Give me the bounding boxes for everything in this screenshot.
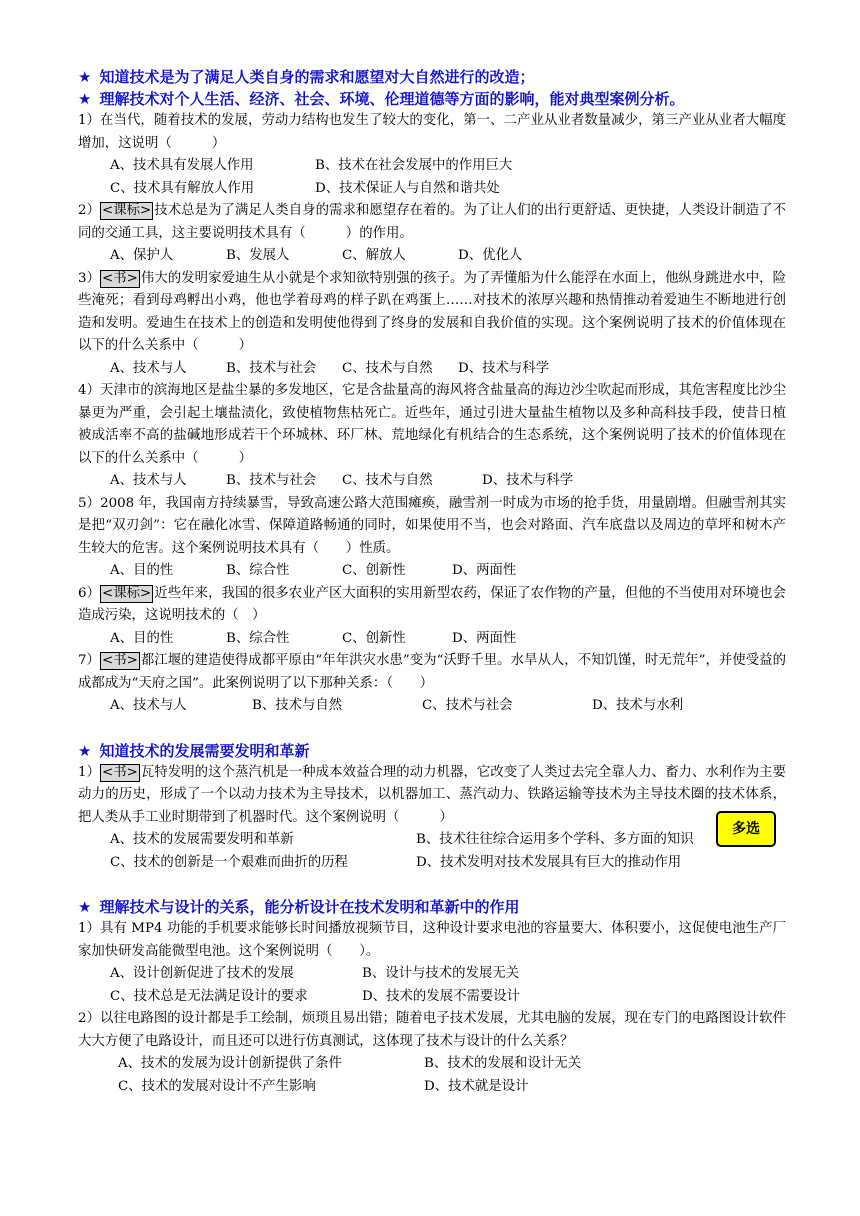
source-tag: <书> — [102, 764, 138, 780]
source-tag: <课标> — [102, 203, 152, 218]
question-text: 1）在当代，随着技术的发展，劳动力结构也发生了较大的变化，第一、二产业从业者数量减少，第三产业从业者大幅度增加，这说明（ ） — [78, 113, 786, 151]
option: A、保护人 — [110, 248, 174, 263]
option: B、技术往往综合运用多个学科、多方面的知识 — [416, 832, 694, 847]
option: B、技术与自然 — [252, 698, 343, 713]
question-text: 5）2008 年，我国南方持续暴雪，导致高速公路大范围瘫痪，融雪剂一时成为市场的抢手货，用量剧增。但融雪剂其实是把“双刃剑”：它在融化冰雪、保障道路畅通的同时，如果使用不当，也会对路面、汽车底盘以及周边的草坪和树木产生较大的危害。这个案例说明技术具有（ ）性质。 — [78, 495, 786, 556]
option: A、技术与人 — [110, 360, 187, 376]
option: C、创新性 — [342, 563, 406, 578]
option: D、技术保证人与自然和谐共处 — [315, 180, 500, 196]
question-text: 4）天津市的滨海地区是盐尘暴的多发地区，它是含盐量高的海风将含盐量高的海边沙尘吹起而形成，其危害程度比沙尘暴更为严重，会引起土壤盐渍化，致使植物焦枯死亡。近些年，通过引进大量盐生植物以及多种高科技手段，使昔日植被成活率不高的盐碱地形成若干个环城林、环厂林、荒地绿化有机结合的生态系统，这个案例说明了技术的价值体现在以下的什么关系中（ ） — [78, 383, 786, 466]
option: A、技术的发展为设计创新提供了条件 — [118, 1056, 342, 1071]
option: B、技术与社会 — [226, 473, 317, 488]
option-row — [78, 829, 786, 852]
option-row — [78, 358, 786, 381]
heading-invention-innovation: ★ 知道技术的发展需要发明和革新 — [78, 741, 310, 760]
heading-technology-impact: ★ 理解技术对个人生活、经济、社会、环境、伦理道德等方面的影响，能对典型案例分析。 — [78, 90, 685, 108]
option-row — [78, 1053, 786, 1076]
option-row — [78, 628, 786, 651]
question-block — [78, 268, 786, 381]
option: C、技术与自然 — [342, 473, 433, 488]
option: B、技术与社会 — [226, 360, 317, 376]
option: C、技术具有解放人作用 — [110, 180, 255, 196]
option: A、技术与人 — [110, 698, 187, 713]
source-tag: <书> — [101, 653, 138, 668]
option: A、设计创新促进了技术的发展 — [110, 966, 294, 981]
option-row — [78, 695, 786, 718]
option: B、综合性 — [226, 563, 290, 578]
option-row — [78, 986, 786, 1009]
option-row — [78, 963, 786, 986]
question-text: 6） <课标> 近些年来，我国的很多农业产区大面积的实用新型农药，保证了农作物的产量，但他的不当使用对环境也会造成污染，这说明技术的（ ） — [78, 585, 786, 623]
option: C、技术与自然 — [342, 360, 433, 376]
option: D、技术就是设计 — [424, 1078, 529, 1094]
option: A、目的性 — [110, 630, 174, 646]
option-row — [78, 470, 786, 493]
question-text: 1） <书> 瓦特发明的这个蒸汽机是一种成本效益合理的动力机器，它改变了人类过去完全靠人力、畜力、水利作为主要动力的历史，形成了一个以动力技术为主导技术，以机器加工、蒸汽动力、铁路运输等技术为主导技术圈的技术体系，把人类从手工业时期带到了机器时代。这个案例说明（ ） — [78, 764, 786, 825]
option: C、技术与社会 — [422, 698, 513, 713]
option: C、技术总是无法满足设计的要求 — [110, 988, 308, 1004]
option: C、技术的发展对设计不产生影响 — [118, 1078, 316, 1094]
option: C、解放人 — [342, 248, 406, 263]
option: B、发展人 — [226, 248, 290, 263]
option: D、技术与科学 — [458, 360, 550, 376]
option: C、技术的创新是一个艰难而曲折的历程 — [110, 854, 348, 870]
question-text: 1）具有 MP4 功能的手机要求能够长时间播放视频节目，这种设计要求电池的容量要大、体积要小，这促使电池生产厂家加快研发高能微型电池。这个案例说明（ ）。 — [78, 921, 787, 959]
star-icon: ★ — [78, 90, 92, 108]
question-block — [78, 650, 786, 718]
option: D、技术与水利 — [592, 698, 684, 713]
option: A、目的性 — [110, 563, 174, 578]
option: B、综合性 — [226, 630, 290, 646]
question-block — [78, 380, 786, 493]
question-block — [78, 493, 786, 583]
heading-technology-purpose: ★ 知道技术是为了满足人类自身的需求和愿望对大自然进行的改造； — [78, 68, 535, 86]
option: D、两面性 — [452, 630, 517, 646]
multiple-choice-badge: 多选 — [716, 811, 776, 847]
option: A、技术的发展需要发明和革新 — [110, 832, 294, 847]
option-row — [78, 1076, 786, 1099]
option: D、技术与科学 — [482, 473, 574, 488]
option-row — [78, 178, 786, 201]
question-block — [78, 918, 786, 1008]
source-tag: <课标> — [102, 585, 152, 601]
option-row — [78, 155, 786, 178]
option: D、两面性 — [452, 563, 517, 578]
option: D、技术的发展不需要设计 — [362, 988, 521, 1004]
question-text: 2） <课标> 技术总是为了满足人类自身的需求和愿望存在着的。为了让人们的出行更舒适、更快捷，人类设计制造了不同的交通工具，这主要说明技术具有（ ）的作用。 — [78, 203, 786, 241]
question-block — [78, 200, 786, 268]
option: D、技术发明对技术发展具有巨大的推动作用 — [416, 854, 682, 870]
question-block — [78, 762, 786, 875]
option-row — [78, 245, 786, 268]
question-block — [78, 110, 786, 200]
heading-technology-design: ★ 理解技术与设计的关系，能分析设计在技术发明和革新中的作用 — [78, 898, 520, 916]
option-row — [78, 852, 786, 875]
option: D、优化人 — [458, 248, 523, 263]
option: B、技术在社会发展中的作用巨大 — [315, 158, 513, 173]
option: B、技术的发展和设计无关 — [424, 1056, 582, 1071]
question-block — [78, 583, 786, 651]
option: B、设计与技术的发展无关 — [362, 966, 520, 981]
option-row — [78, 560, 786, 583]
star-icon: ★ — [78, 68, 92, 86]
option: C、创新性 — [342, 630, 406, 646]
star-icon: ★ — [78, 741, 92, 760]
option: A、技术具有发展人作用 — [110, 158, 254, 173]
source-tag: <书> — [102, 270, 138, 286]
option: A、技术与人 — [110, 473, 187, 488]
question-text: 3） <书> 伟大的发明家爱迪生从小就是个求知欲特别强的孩子。为了弄懂船为什么能浮在水面上，他纵身跳进水中，险些淹死；看到母鸡孵出小鸡，他也学着母鸡的样子趴在鸡蛋上……对技术的浓厚兴趣和热情推动着爱迪生不断地进行创造和发明。爱迪生在技术上的创造和发明使他得到了终身的发展和自我价值的实现。这个案例说明了技术的价值体现在以下的什么关系中（ ） — [78, 270, 786, 353]
question-text: 7） <书> 都江堰的建造使得成都平原由“年年洪灾水患”变为“沃野千里。水旱从人，不知饥馑，时无荒年”，并使受益的成都成为“天府之国”。此案例说明了以下那种关系：（ ） — [78, 653, 786, 691]
question-block — [78, 1008, 786, 1098]
star-icon: ★ — [78, 898, 92, 916]
question-text: 2）以往电路图的设计都是手工绘制，烦琐且易出错；随着电子技术发展，尤其电脑的发展，现在专门的电路图设计软件大大方便了电路设计，而且还可以进行仿真测试，这体现了技术与设计的什么关系？ — [78, 1011, 786, 1049]
worksheet — [78, 66, 786, 1098]
